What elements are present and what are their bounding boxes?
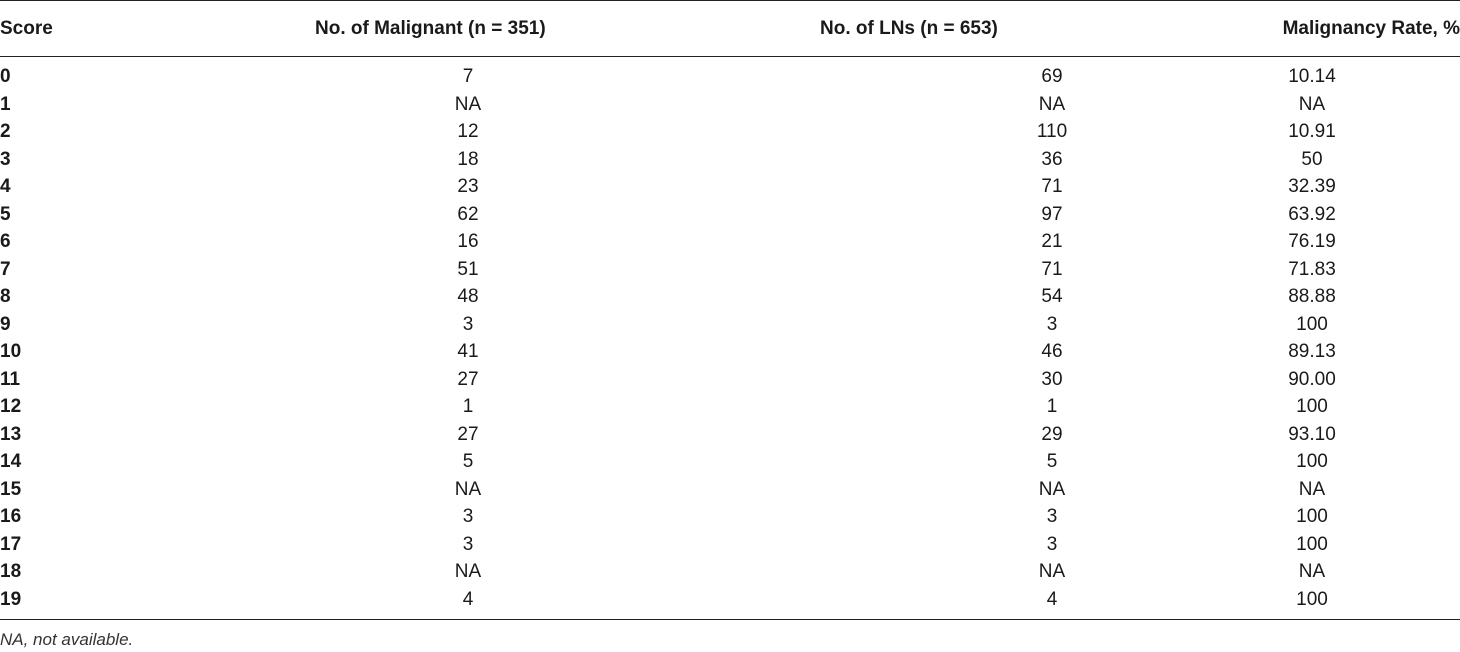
cell-malignant xyxy=(150,283,725,311)
cell-lns xyxy=(725,311,1105,339)
cell-malignant-value: 51 xyxy=(457,258,479,280)
cell-malignancy-rate xyxy=(1105,118,1460,146)
header-malignant: No. of Malignant (n = 351) xyxy=(150,1,725,57)
cell-malignancy-rate xyxy=(1105,228,1460,256)
table-row xyxy=(0,228,1460,256)
cell-lns-value: NA xyxy=(1038,93,1066,115)
cell-malignant-value: 62 xyxy=(457,203,479,225)
cell-malignancy-rate-value: 89.13 xyxy=(1288,341,1336,362)
cell-malignant xyxy=(150,228,725,256)
cell-malignancy-rate-value: 100 xyxy=(1296,506,1328,527)
table-footnote: NA, not available. xyxy=(0,630,134,649)
table-row xyxy=(0,558,1460,586)
cell-lns xyxy=(725,173,1105,201)
cell-score: 12 xyxy=(0,396,22,417)
cell-score: 14 xyxy=(0,451,22,472)
cell-lns-value: 110 xyxy=(1036,121,1068,142)
cell-lns-value: 21 xyxy=(1041,231,1063,252)
cell-malignancy-rate-value: NA xyxy=(1298,561,1326,582)
cell-malignant xyxy=(150,201,725,229)
table-row xyxy=(0,586,1460,620)
cell-lns-value: 3 xyxy=(1046,313,1058,335)
cell-malignant-value: 1 xyxy=(462,396,474,417)
cell-malignancy-rate xyxy=(1105,338,1460,366)
cell-lns xyxy=(725,476,1105,504)
cell-lns xyxy=(725,118,1105,146)
cell-score: 9 xyxy=(0,313,11,335)
cell-malignant-value: 41 xyxy=(457,341,479,362)
cell-malignant xyxy=(150,393,725,421)
cell-lns xyxy=(725,421,1105,449)
cell-lns-value: 1 xyxy=(1046,396,1058,417)
cell-score: 10 xyxy=(0,341,22,362)
cell-malignancy-rate-value: 100 xyxy=(1296,451,1328,472)
cell-malignant xyxy=(150,531,725,559)
cell-malignancy-rate xyxy=(1105,503,1460,531)
cell-malignancy-rate-value: 90.00 xyxy=(1288,368,1336,390)
cell-lns xyxy=(725,146,1105,174)
table-row xyxy=(0,311,1460,339)
cell-malignant xyxy=(150,256,725,284)
cell-malignancy-rate-value: 100 xyxy=(1296,396,1328,417)
cell-malignant-value: 12 xyxy=(457,121,479,142)
table-row xyxy=(0,146,1460,174)
cell-malignant-value: 27 xyxy=(457,423,479,445)
cell-malignancy-rate-value: NA xyxy=(1298,478,1326,500)
cell-score: 15 xyxy=(0,478,22,500)
cell-lns xyxy=(725,366,1105,394)
cell-score: 16 xyxy=(0,506,22,527)
cell-malignancy-rate xyxy=(1105,91,1460,119)
cell-malignancy-rate-value: 50 xyxy=(1301,148,1323,170)
cell-lns-value: 4 xyxy=(1046,588,1058,610)
cell-malignancy-rate xyxy=(1105,393,1460,421)
cell-malignancy-rate xyxy=(1105,57,1460,91)
table-row xyxy=(0,448,1460,476)
cell-malignant-value: 3 xyxy=(462,533,474,555)
cell-lns xyxy=(725,531,1105,559)
cell-score: 6 xyxy=(0,231,11,252)
cell-malignancy-rate xyxy=(1105,146,1460,174)
cell-score: 3 xyxy=(0,148,11,170)
cell-malignant-value: NA xyxy=(454,478,482,500)
cell-malignancy-rate-value: NA xyxy=(1298,93,1326,115)
cell-malignancy-rate-value: 10.91 xyxy=(1288,121,1336,142)
table-row xyxy=(0,366,1460,394)
table-row xyxy=(0,173,1460,201)
cell-malignancy-rate-value: 100 xyxy=(1296,533,1328,555)
cell-malignancy-rate-value: 100 xyxy=(1296,313,1328,335)
cell-lns-value: 30 xyxy=(1041,368,1063,390)
cell-malignant xyxy=(150,91,725,119)
cell-score: 2 xyxy=(0,121,11,142)
cell-lns-value: 5 xyxy=(1046,451,1058,472)
cell-malignancy-rate-value: 93.10 xyxy=(1288,423,1336,445)
cell-malignant xyxy=(150,558,725,586)
cell-malignant-value: 5 xyxy=(462,451,474,472)
table-row xyxy=(0,476,1460,504)
cell-malignancy-rate xyxy=(1105,256,1460,284)
table-row xyxy=(0,256,1460,284)
cell-malignancy-rate xyxy=(1105,558,1460,586)
cell-lns-value: NA xyxy=(1038,478,1066,500)
cell-malignant xyxy=(150,311,725,339)
cell-malignancy-rate xyxy=(1105,531,1460,559)
cell-malignancy-rate-value: 88.88 xyxy=(1288,286,1336,307)
header-malignancy-rate: Malignancy Rate, % xyxy=(1105,1,1460,57)
cell-malignant xyxy=(150,57,725,91)
cell-malignant-value: NA xyxy=(454,93,482,115)
cell-lns-value: 69 xyxy=(1041,66,1063,87)
table-header-row xyxy=(0,1,1460,57)
cell-malignancy-rate-value: 100 xyxy=(1296,588,1328,610)
cell-score: 18 xyxy=(0,561,22,582)
cell-malignancy-rate xyxy=(1105,421,1460,449)
cell-malignant xyxy=(150,586,725,620)
cell-malignant xyxy=(150,338,725,366)
cell-malignancy-rate-value: 63.92 xyxy=(1288,203,1336,225)
cell-lns xyxy=(725,57,1105,91)
cell-lns-value: 36 xyxy=(1041,148,1063,170)
cell-score: 17 xyxy=(0,533,22,555)
cell-malignancy-rate-value: 10.14 xyxy=(1288,66,1336,87)
cell-malignancy-rate xyxy=(1105,586,1460,620)
cell-score: 11 xyxy=(0,368,21,390)
cell-lns-value: 3 xyxy=(1046,533,1058,555)
header-score: Score xyxy=(0,1,150,57)
table-row xyxy=(0,57,1460,91)
cell-malignant xyxy=(150,476,725,504)
cell-malignant xyxy=(150,366,725,394)
cell-lns xyxy=(725,586,1105,620)
cell-malignancy-rate-value: 32.39 xyxy=(1288,176,1336,197)
table-row xyxy=(0,393,1460,421)
cell-lns-value: 97 xyxy=(1041,203,1063,225)
cell-malignant-value: 4 xyxy=(462,588,474,610)
table-row xyxy=(0,91,1460,119)
cell-lns-value: 46 xyxy=(1041,341,1063,362)
cell-malignant-value: 18 xyxy=(457,148,479,170)
cell-lns xyxy=(725,256,1105,284)
cell-malignant-value: 27 xyxy=(457,368,479,390)
table-row xyxy=(0,421,1460,449)
cell-malignancy-rate xyxy=(1105,448,1460,476)
cell-malignant-value: 3 xyxy=(462,313,474,335)
table-row xyxy=(0,338,1460,366)
cell-lns xyxy=(725,201,1105,229)
cell-lns xyxy=(725,338,1105,366)
cell-malignant-value: 3 xyxy=(462,506,474,527)
cell-malignancy-rate xyxy=(1105,366,1460,394)
cell-score: 0 xyxy=(0,66,11,87)
cell-malignant xyxy=(150,503,725,531)
cell-malignancy-rate-value: 71.83 xyxy=(1288,258,1336,280)
cell-malignant-value: 48 xyxy=(457,286,479,307)
cell-score: 13 xyxy=(0,423,22,445)
cell-malignant-value: 23 xyxy=(457,176,479,197)
cell-score: 1 xyxy=(0,93,11,115)
cell-lns xyxy=(725,448,1105,476)
cell-lns-value: 29 xyxy=(1041,423,1063,445)
cell-score: 19 xyxy=(0,588,22,610)
cell-malignant xyxy=(150,146,725,174)
cell-lns-value: 71 xyxy=(1041,258,1063,280)
cell-lns-value: 54 xyxy=(1041,286,1063,307)
table-row xyxy=(0,503,1460,531)
cell-malignant xyxy=(150,118,725,146)
cell-malignant-value: 7 xyxy=(462,66,474,87)
cell-malignant xyxy=(150,421,725,449)
cell-malignant-value: 16 xyxy=(457,231,479,252)
cell-lns xyxy=(725,283,1105,311)
cell-lns xyxy=(725,393,1105,421)
cell-score: 7 xyxy=(0,258,11,280)
header-lns: No. of LNs (n = 653) xyxy=(725,1,1105,57)
cell-score: 4 xyxy=(0,176,11,197)
cell-lns-value: 3 xyxy=(1046,506,1058,527)
cell-malignant xyxy=(150,448,725,476)
cell-malignancy-rate xyxy=(1105,283,1460,311)
cell-score: 5 xyxy=(0,203,11,225)
cell-malignancy-rate xyxy=(1105,201,1460,229)
cell-malignancy-rate xyxy=(1105,476,1460,504)
cell-malignancy-rate xyxy=(1105,311,1460,339)
table-row xyxy=(0,201,1460,229)
cell-malignant xyxy=(150,173,725,201)
cell-lns xyxy=(725,558,1105,586)
cell-malignancy-rate xyxy=(1105,173,1460,201)
cell-malignancy-rate-value: 76.19 xyxy=(1288,231,1336,252)
cell-score: 8 xyxy=(0,286,11,307)
cell-lns-value: 71 xyxy=(1041,176,1063,197)
cell-lns xyxy=(725,228,1105,256)
cell-malignant-value: NA xyxy=(454,561,482,582)
cell-lns xyxy=(725,503,1105,531)
cell-lns xyxy=(725,91,1105,119)
table-body xyxy=(0,57,1460,620)
cell-lns-value: NA xyxy=(1038,561,1066,582)
table-row xyxy=(0,531,1460,559)
table-row xyxy=(0,283,1460,311)
table-row xyxy=(0,118,1460,146)
